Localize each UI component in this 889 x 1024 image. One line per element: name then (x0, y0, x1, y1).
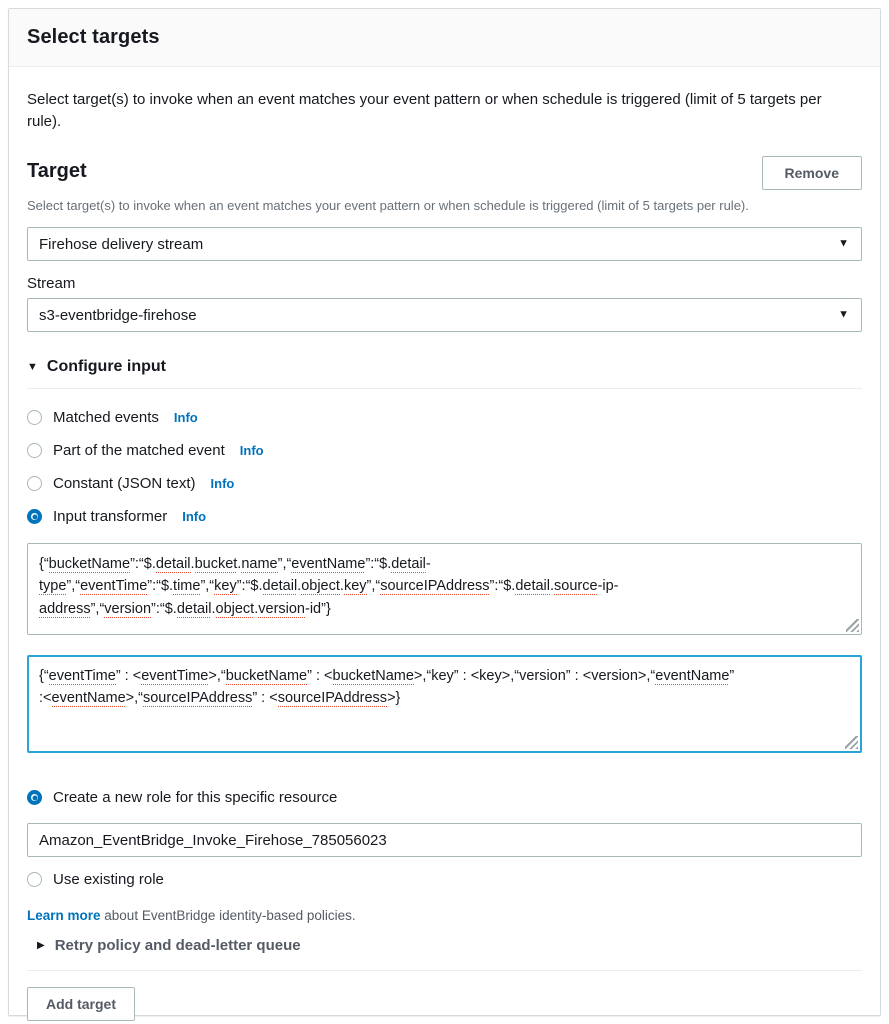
retry-policy-label: Retry policy and dead-letter queue (54, 937, 301, 954)
input-template-textarea[interactable]: {“eventTime” : <eventTime>,“bucketName” : <bucketName>,“key” : <key>,“version” : <version>,“eventName” :<eventName>,“sourceIPAddress” : <sourceIPAddress>} (27, 655, 862, 753)
radio-option-use-existing-role[interactable] (27, 863, 862, 896)
footer (27, 971, 862, 1021)
select-targets-card (8, 8, 881, 1016)
stream-select-value: s3-eventbridge-firehose (39, 306, 197, 324)
page-title: Select targets (27, 26, 160, 48)
radio-option-constant-json[interactable] (27, 467, 862, 500)
radio-button[interactable] (27, 410, 42, 425)
target-type-select-value: Firehose delivery stream (39, 235, 204, 253)
info-link[interactable]: Info (173, 410, 198, 425)
triangle-right-icon: ▶ (37, 939, 45, 951)
info-link[interactable]: Info (182, 509, 207, 524)
target-description: Select target(s) to invoke when an event matches your event pattern or when schedule is triggered (limit of 5 targets per rule). (27, 197, 749, 213)
info-link[interactable]: Info (239, 443, 264, 458)
radio-button[interactable] (27, 476, 42, 491)
radio-label: Create a new role for this specific resource (53, 789, 338, 806)
radio-button[interactable] (27, 872, 42, 887)
radio-label: Input transformer (53, 508, 168, 525)
radio-button[interactable] (27, 790, 42, 805)
input-mode-radio-group (27, 389, 862, 533)
input-template-textarea-wrapper (27, 655, 862, 753)
retry-policy-toggle[interactable] (37, 937, 862, 954)
card-body (9, 67, 880, 1021)
input-path-textarea[interactable]: {“bucketName”:“$.detail.bucket.name”,“eventName”:“$.detail- type”,“eventTime”:“$.time”,“key”:“$.detail.object.key”,“sourceIPAddress”:“$.detail.source-ip- address”,“version”:“$.detail.object.version-id”} (27, 543, 862, 635)
role-section (27, 781, 862, 954)
radio-label: Part of the matched event (53, 442, 225, 459)
remove-target-button[interactable]: Remove (762, 156, 862, 190)
radio-label: Use existing role (53, 871, 164, 888)
radio-label: Matched events (53, 409, 159, 426)
configure-input-toggle[interactable] (27, 358, 862, 388)
triangle-down-icon: ▼ (27, 360, 38, 373)
target-type-select[interactable] (27, 227, 862, 261)
info-link[interactable]: Info (210, 476, 235, 491)
chevron-down-icon: ▼ (838, 237, 849, 250)
target-heading: Target (27, 159, 87, 182)
learn-more-text: about EventBridge identity-based policies. (100, 908, 356, 923)
configure-input-section (27, 358, 862, 753)
radio-option-input-transformer[interactable] (27, 500, 862, 533)
stream-select[interactable] (27, 298, 862, 332)
card-header (9, 9, 880, 67)
radio-button[interactable] (27, 509, 42, 524)
radio-label: Constant (JSON text) (53, 475, 196, 492)
role-name-input[interactable] (27, 823, 862, 857)
radio-option-part-of-matched-event[interactable] (27, 434, 862, 467)
input-path-textarea-wrapper (27, 543, 862, 635)
stream-label: Stream (27, 275, 76, 292)
add-target-button[interactable]: Add target (27, 987, 135, 1021)
learn-more-link[interactable]: Learn more (27, 908, 101, 923)
radio-button[interactable] (27, 443, 42, 458)
target-header-row (27, 159, 862, 190)
configure-input-title: Configure input (46, 358, 166, 375)
chevron-down-icon: ▼ (838, 308, 849, 321)
radio-option-create-new-role[interactable] (27, 781, 862, 814)
intro-description: Select target(s) to invoke when an event matches your event pattern or when schedule is triggered (limit of 5 targets per rule). (27, 91, 822, 130)
learn-more-line (27, 908, 862, 923)
radio-option-matched-events[interactable] (27, 401, 862, 434)
